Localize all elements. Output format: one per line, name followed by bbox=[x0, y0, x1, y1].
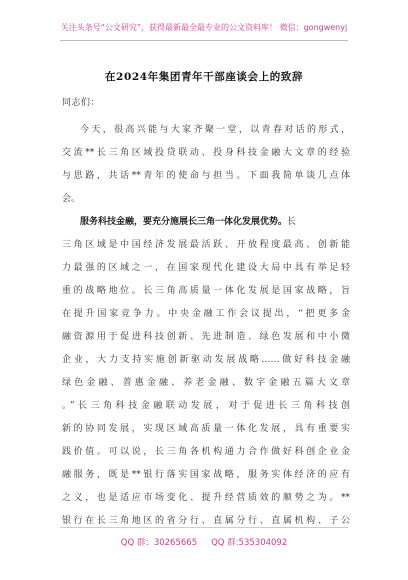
footer-contact bbox=[0, 536, 408, 548]
paragraph-heading-line bbox=[62, 215, 350, 238]
body-line: 三角区域是中国经济发展最活跃、开放程度最高、创新能 bbox=[62, 240, 350, 250]
header-divider bbox=[60, 40, 348, 41]
body-line: 交流**长三角区域投贷联动、投身科技金融大文章的经验 bbox=[62, 148, 350, 158]
header-promo-note: 关注头条号“公文研究”，获得最新最全最专业的公文资料库！ 微信：gongwenyj bbox=[60, 23, 348, 32]
footer-qq-group-2: QQ 群:535304092 bbox=[211, 538, 288, 548]
body-line: 企业，大力支持实施创新驱动发展战略……做好科技金融 bbox=[62, 355, 350, 365]
footer-qq-group-1: QQ 群：30265665 bbox=[120, 538, 198, 548]
body-line: 之义，也是适应市场变化、提升经营质效的顺势之为。** bbox=[62, 493, 350, 503]
body-line: 重的战略地位。长三角高质量一体化发展是国家战略，旨 bbox=[62, 286, 350, 296]
body-line: 绿色金融、普惠金融、养老金融、数字金融五篇大文章 bbox=[62, 378, 350, 388]
paragraph-heading: 服务科技金融，要充分施展长三角一体化发展优势。 bbox=[80, 217, 288, 227]
body-line: 力最强的区域之一，在国家现代化建设大局中具有举足轻 bbox=[62, 263, 350, 273]
body-line: 银行在长三角地区的省分行、直属分行、直属机构、子公 bbox=[62, 516, 350, 526]
paragraph-heading-tail: 长 bbox=[287, 217, 297, 227]
footer-divider bbox=[60, 527, 348, 528]
document-title: 在2024年集团青年干部座谈会上的致辞 bbox=[104, 71, 304, 83]
body-line: 在提升国家竞争力。中央金融工作会议提出，“把更多金 bbox=[62, 309, 350, 319]
document-body bbox=[62, 123, 350, 537]
body-line: 融资源用于促进科技创新、先进制造、绿色发展和中小微 bbox=[62, 332, 350, 342]
body-line: 今天，很高兴能与大家齐聚一堂，以青春对话的形式， bbox=[80, 125, 350, 135]
body-line: 融服务，既是**银行落实国家战略，服务实体经济的应有 bbox=[62, 470, 350, 480]
body-line: 践价值。可以说，长三角各机构通力合作做好科创企业金 bbox=[62, 447, 350, 457]
body-line: 。”长三角科技金融联动发展，对于促进长三角科技创 bbox=[62, 401, 350, 411]
body-line: 会。 bbox=[62, 194, 81, 204]
salutation: 同志们： bbox=[62, 98, 101, 108]
body-line: 新的协同发展，实现区域高质量一体化发展，具有重要实 bbox=[62, 424, 350, 434]
body-line: 与思路，共话**青年的使命与担当。下面我简单谈几点体 bbox=[62, 171, 350, 181]
